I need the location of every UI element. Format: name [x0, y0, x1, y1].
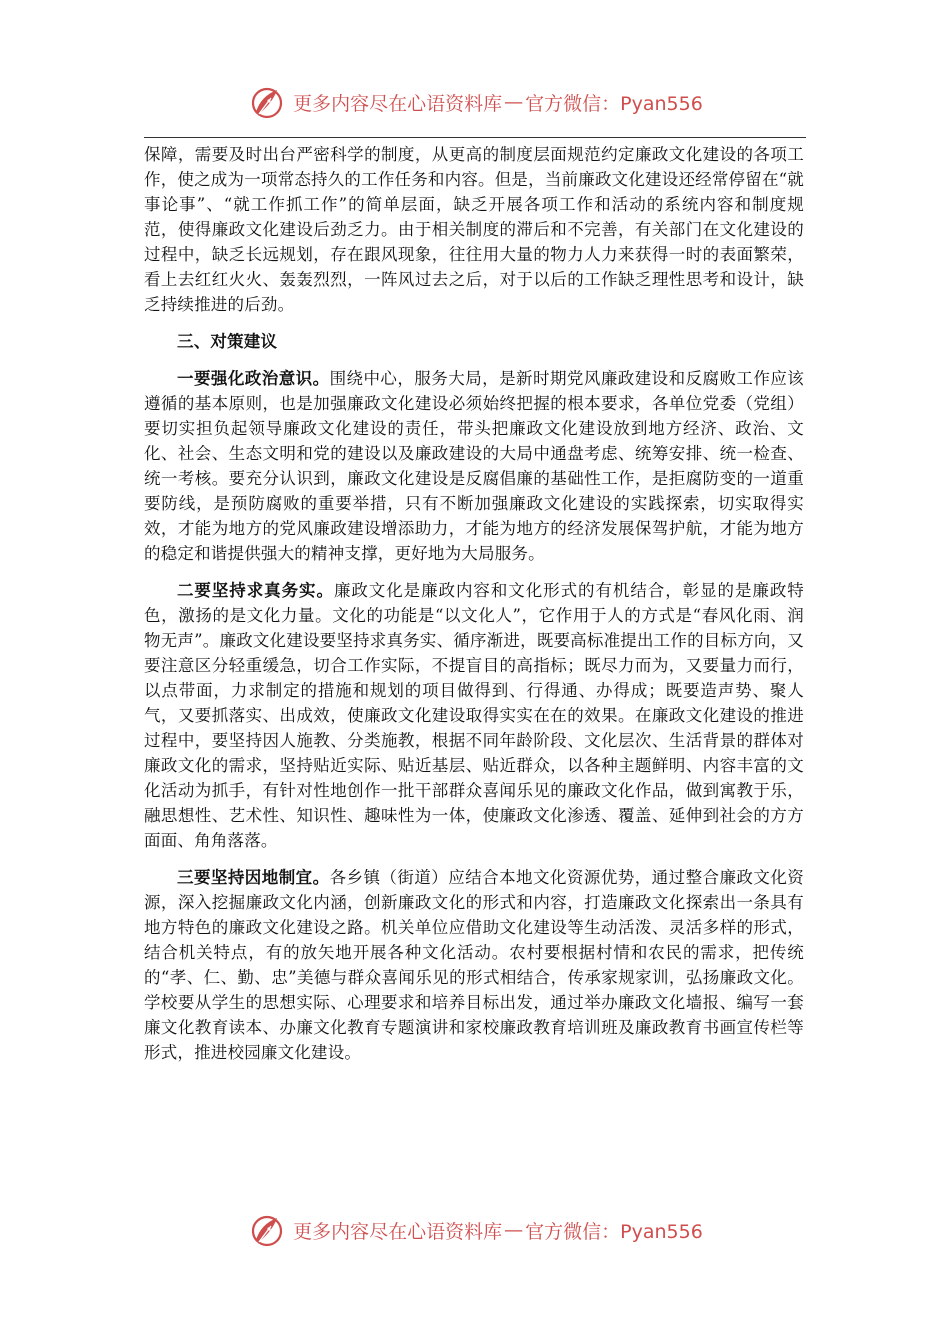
body-paragraph-item1 — [144, 366, 804, 566]
item3-text: 各乡镇（街道）应结合本地文化资源优势，通过整合廉政文化资源，深入挖掘廉政文化内涵，创新廉政文化的形式和内容，打造廉政文化探索出一条具有地方特色的廉政文化建设之路。机关单位应借助文化建设等生动活泼、灵活多样的形式，结合机关特点，有的放矢地开展各种文化活动。农村要根据村情和农民的需求，把传统的“孝、仁、勤、忠”美德与群众喜闻乐见的形式相结合，传承家规家训，弘扬廉政文化。学校要从学生的思想实际、心理要求和培养目标出发，通过举办廉政文化墙报、编写一套廉文化教育读本、办廉文化教育专题演讲和家校廉政教育培训班及廉政教育书画宣传栏等形式，推进校园廉文化建设。 — [144, 868, 804, 1062]
footer-wechat-text: 官方微信：Pyan556 — [525, 1220, 703, 1243]
body-paragraph-continued: 保障，需要及时出台严密科学的制度，从更高的制度层面规范约定廉政文化建设的各项工作，使之成为一项常态持久的工作任务和内容。但是，当前廉政文化建设还经常停留在“就事论事”、“就工作抓工作”的简单层面，缺乏开展各项工作和活动的系统内容和制度规范，使得廉政文化建设后劲乏力。由于相关制度的滞后和不完善，有关部门在文化建设的过程中，缺乏长远规划，存在跟风现象，往往用大量的物力人力来获得一时的表面繁荣，看上去红红火火、轰轰烈烈，一阵风过去之后，对于以后的工作缺乏理性思考和设计，缺乏持续推进的后劲。 — [144, 145, 804, 314]
footer-banner — [0, 1208, 950, 1252]
item1-lead: 一要强化政治意识。 — [177, 369, 330, 388]
item3-lead: 三要坚持因地制宜。 — [177, 868, 330, 887]
item2-lead: 二要坚持求真务实。 — [177, 581, 334, 600]
footer-site-text: 更多内容尽在心语资料库 — [293, 1220, 503, 1243]
section-heading: 三、对策建议 — [177, 332, 278, 351]
document-body — [144, 142, 804, 1065]
footer-separator: — — [504, 1219, 524, 1241]
header-site-text: 更多内容尽在心语资料库 — [293, 92, 503, 115]
pen-nib-logo-icon — [247, 1210, 287, 1250]
header-separator: — — [504, 91, 524, 113]
header-divider — [144, 137, 806, 138]
item1-text: 围绕中心，服务大局，是新时期党风廉政建设和反腐败工作应该遵循的基本原则，也是加强廉政文化建设必须始终把握的根本要求，各单位党委（党组）要切实担负起领导廉政文化建设的责任，带头把廉政文化建设放到地方经济、政治、文化、社会、生态文明和党的建设以及廉政建设的大局中通盘考虑、统筹安排、统一检查、统一考核。要充分认识到，廉政文化建设是反腐倡廉的基础性工作，是拒腐防变的一道重要防线，是预防腐败的重要举措，只有不断加强廉政文化建设的实践探索，切实取得实效，才能为地方的党风廉政建设增添助力，才能为地方的经济发展保驾护航，才能为地方的稳定和谐提供强大的精神支撑，更好地为大局服务。 — [144, 369, 804, 563]
pen-nib-logo-icon — [247, 82, 287, 122]
body-paragraph-item3 — [144, 865, 804, 1065]
header-wechat-text: 官方微信：Pyan556 — [525, 92, 703, 115]
body-paragraph-item2 — [144, 578, 804, 853]
item2-text: 廉政文化是廉政内容和文化形式的有机结合，彰显的是廉政特色，激扬的是文化力量。文化的功能是“以文化人”，它作用于人的方式是“春风化雨、润物无声”。廉政文化建设要坚持求真务实、循序渐进，既要高标准提出工作的目标方向，又要注意区分轻重缓急，切合工作实际，不提盲目的高指标；既尽力而为，又要量力而行，以点带面，力求制定的措施和规划的项目做得到、行得通、办得成；既要造声势、聚人气，又要抓落实、出成效，使廉政文化建设取得实实在在的效果。在廉政文化建设的推进过程中，要坚持因人施教、分类施教，根据不同年龄阶段、文化层次、生活背景的群体对廉政文化的需求，坚持贴近实际、贴近基层、贴近群众，以各种主题鲜明、内容丰富的文化活动为抓手，有针对性地创作一批干部群众喜闻乐见的廉政文化作品，做到寓教于乐，融思想性、艺术性、知识性、趣味性为一体，使廉政文化渗透、覆盖、延伸到社会的方方面面、角角落落。 — [144, 581, 804, 850]
header-banner — [0, 80, 950, 124]
